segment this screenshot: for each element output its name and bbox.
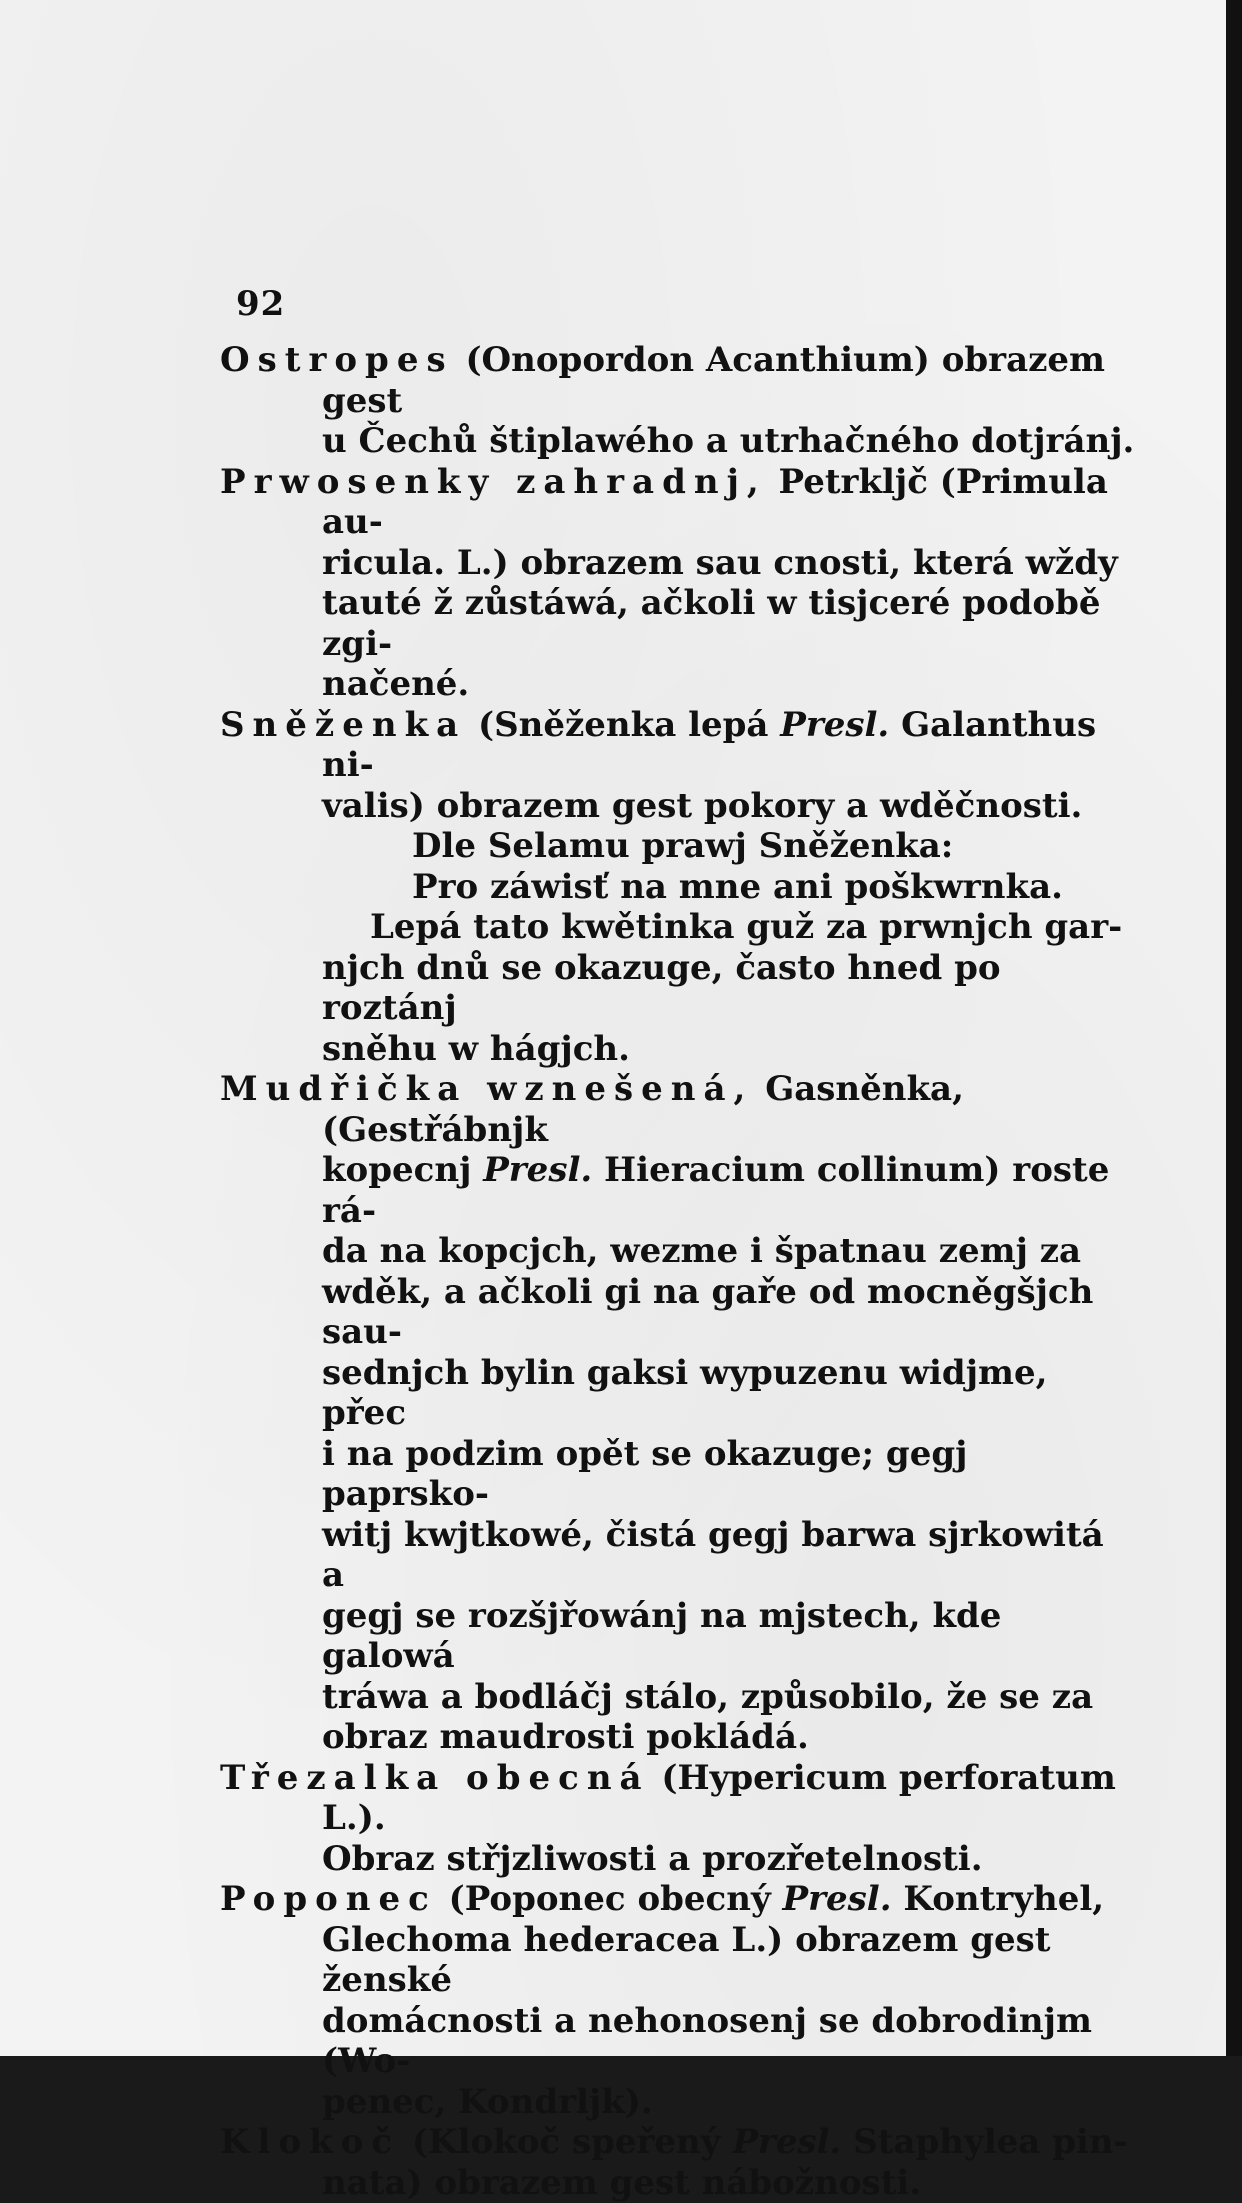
- italic-abbrev: Presl.: [782, 1879, 892, 1919]
- entry-headword: Ostropes: [220, 340, 454, 380]
- poem-intro: Dle Selamu prawj Sněženka:: [412, 826, 954, 866]
- entry-1: Ostropes (Onopordon Acanthium) obrazem gest u Čechů štiplawého a utrhačného dotjránj.: [220, 340, 1135, 461]
- page-edge-shadow: [1226, 0, 1242, 2056]
- entry-headword: Prwosenky zahradnj,: [220, 461, 767, 502]
- italic-abbrev: Presl.: [732, 2122, 842, 2162]
- page-text: [220, 340, 1135, 2203]
- entry-headword: Poponec: [220, 1879, 437, 1919]
- entry-4: Mudřička wznešená, Gasněnka, (Gestřábnjk kopecnj Presl. Hieracium collinum) roste rá- da na kopcjch, wezme i špatnau zemj za wděk, a ačkoli gi na gaře od mocněgšjch sau- sednjch bylin gaksi wypuzenu widjme, přec i na podzim opět se okazuge; gegj paprsko- witj kwjtkowé, čistá gegj barwa sjrkowitá a gegj se rozšjřowánj na mjstech, kde galowá tráwa a bodláčj stálo, způsobilo, že se za obraz maudrosti pokládá.: [220, 1069, 1110, 1757]
- italic-abbrev: Presl.: [483, 1150, 593, 1190]
- entry-5: Třezalka obecná (Hypericum perforatum L.). Obraz střjzliwosti a prozřetelnosti.: [220, 1757, 1116, 1879]
- italic-abbrev: Presl.: [780, 704, 890, 745]
- entry-headword: Klokoč: [220, 2122, 401, 2162]
- entry-6: Poponec (Poponec obecný Presl. Kontryhel, Glechoma hederacea L.) obrazem gest ženské domácnosti a nehonosenj se dobrodinjm (Wo- penec, Kondrljk).: [220, 1879, 1105, 2122]
- entry-headword: Sněženka: [220, 704, 467, 745]
- entry-7: Klokoč (Klokoč speřený Presl. Staphylea pin- nata) obrazem gest nábožnosti.: [220, 2122, 1128, 2203]
- entry-headword: Mudřička wznešená,: [220, 1069, 754, 1109]
- entry-2: Prwosenky zahradnj, Petrkljč (Primula au- ricula. L.) obrazem sau cnosti, která wždy tauté ž zůstáwá, ačkoli w tisjceré podobě zgi- načené.: [220, 461, 1118, 704]
- entry-3: Sněženka (Sněženka lepá Presl. Galanthus ni- valis) obrazem gest pokory a wděčnosti.: [220, 704, 1097, 826]
- poem-line: Pro záwisť na mne ani poškwrnka.: [412, 866, 1063, 907]
- page-number: 92: [236, 284, 286, 324]
- entry-paragraph: Lepá tato kwětinka guž za prwnjch gar- njch dnů se okazuge, často hned po roztánj sněhu w hágjch.: [322, 907, 1123, 1069]
- entry-headword: Třezalka obecná: [220, 1757, 650, 1798]
